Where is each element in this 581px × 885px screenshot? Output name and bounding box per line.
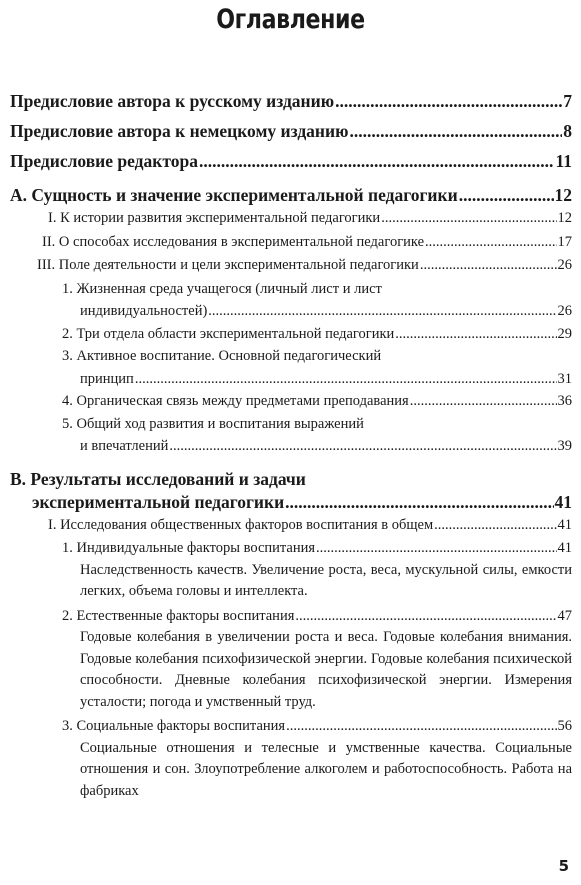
toc-entry[interactable] <box>10 514 572 538</box>
toc-page-number: 47 <box>557 607 572 624</box>
dot-leader <box>381 207 556 231</box>
dot-leader <box>459 184 554 207</box>
toc-entry[interactable] <box>10 537 572 560</box>
toc-page-number: 8 <box>563 121 572 141</box>
dot-leader <box>335 86 562 116</box>
toc-entry[interactable] <box>10 146 572 176</box>
dot-leader <box>410 390 557 413</box>
toc-entry-title: 2. Естественные факторы воспитания <box>62 607 295 624</box>
toc-page-number: 17 <box>557 233 572 250</box>
toc-entry[interactable] <box>10 207 572 231</box>
dot-leader <box>286 715 556 738</box>
toc-entry[interactable] <box>10 278 572 323</box>
dot-leader <box>135 368 557 391</box>
toc-entry-title: III. Поле деятельности и цели экспериментальной педагогики <box>37 257 419 273</box>
dot-leader <box>349 116 562 146</box>
toc-entry[interactable] <box>10 390 572 413</box>
toc-entry-title-line: принцип <box>80 370 134 387</box>
toc-entry[interactable] <box>10 231 572 255</box>
toc-entry-title: 1. Индивидуальные факторы воспитания <box>62 540 316 556</box>
page-number: 5 <box>558 857 569 875</box>
dot-leader <box>434 514 556 538</box>
toc-section-heading[interactable] <box>10 468 572 514</box>
toc-entry[interactable] <box>10 413 572 458</box>
toc-entry[interactable] <box>10 86 572 116</box>
dot-leader <box>169 435 556 458</box>
toc-page-number: 41 <box>557 516 572 533</box>
dot-leader <box>285 491 553 514</box>
dot-leader <box>395 323 556 346</box>
toc-page-number: 12 <box>554 185 572 205</box>
toc-entry-title: Предисловие редактора <box>10 151 198 171</box>
toc-entry-title-line: и впечатлений <box>80 438 169 454</box>
toc-page-number: 41 <box>554 491 572 512</box>
toc-entry[interactable] <box>10 254 572 278</box>
toc-page-number: 39 <box>557 438 572 454</box>
toc-page-number: 11 <box>555 151 572 171</box>
toc-entry-title: I. Исследования общественных факторов воспитания в общем <box>48 516 434 533</box>
dot-leader <box>199 146 555 176</box>
toc-entry-title: Предисловие автора к немецкому изданию <box>10 121 349 141</box>
toc-section-title-line: экспериментальной педагогики <box>32 491 285 512</box>
toc-section-title-line: B. Результаты исследований и задачи <box>10 468 306 489</box>
toc-section-heading[interactable] <box>10 184 572 207</box>
toc-page-number: 26 <box>557 303 572 319</box>
toc-entry-title: A. Сущность и значение экспериментальной педагогики <box>10 185 458 205</box>
page-title: Оглавление <box>216 4 365 35</box>
toc-entry[interactable] <box>10 605 572 628</box>
dot-leader <box>316 537 556 560</box>
toc-page-number: 41 <box>557 540 572 556</box>
toc-page-number: 56 <box>557 718 572 734</box>
toc-entry-title: 2. Три отдела области экспериментальной педагогики <box>62 325 395 342</box>
toc-entry-title: 4. Органическая связь между предметами преподавания <box>62 393 409 409</box>
toc-entry[interactable] <box>10 715 572 738</box>
toc-entry-title: 3. Социальные факторы воспитания <box>62 718 286 734</box>
toc-entry-description: Наследственность качеств. Увеличение роста, веса, мускульной силы, емкости легких, объема головы и интеллекта. <box>80 561 572 599</box>
toc-entry[interactable] <box>10 323 572 346</box>
toc-entry-title: II. О способах исследования в экспериментальной педагогике <box>42 233 425 250</box>
table-of-contents <box>10 86 572 802</box>
dot-leader <box>208 300 556 323</box>
toc-page-number: 7 <box>563 91 572 111</box>
dot-leader <box>425 231 556 255</box>
toc-page-number: 31 <box>557 370 572 387</box>
toc-page-number: 12 <box>557 210 572 226</box>
dot-leader <box>420 254 557 278</box>
dot-leader <box>295 605 556 628</box>
toc-entry-title: Предисловие автора к русскому изданию <box>10 91 335 111</box>
toc-entry-title-line: 5. Общий ход развития и воспитания выражений <box>62 415 364 432</box>
toc-page-number: 26 <box>557 257 572 273</box>
toc-page-number: 29 <box>557 325 572 342</box>
toc-entry[interactable] <box>10 116 572 146</box>
toc-entry-title: I. К истории развития экспериментальной педагогики <box>48 210 381 226</box>
toc-entry[interactable] <box>10 345 572 390</box>
toc-page-number: 36 <box>557 393 572 409</box>
toc-entry-title-line: индивидуальностей) <box>80 303 208 319</box>
toc-entry-title-line: 3. Активное воспитание. Основной педагогический <box>62 348 382 364</box>
toc-entry-title-line: 1. Жизненная среда учащегося (личный лист и лист <box>62 280 382 297</box>
toc-entry-description: Годовые колебания в увеличении роста и веса. Годовые колебания внимания. Годовые колебания психофизической энергии. Годовые колебания психической способности. Дневные колебания психофизической энергии. Измерения усталости; погода и умственный труд. <box>80 629 572 710</box>
toc-entry-description: Социальные отношения и телесные и умственные качества. Социальные отношения и сон. Злоупотребление алкоголем и работоспособность. Работа на фабриках <box>80 739 572 799</box>
